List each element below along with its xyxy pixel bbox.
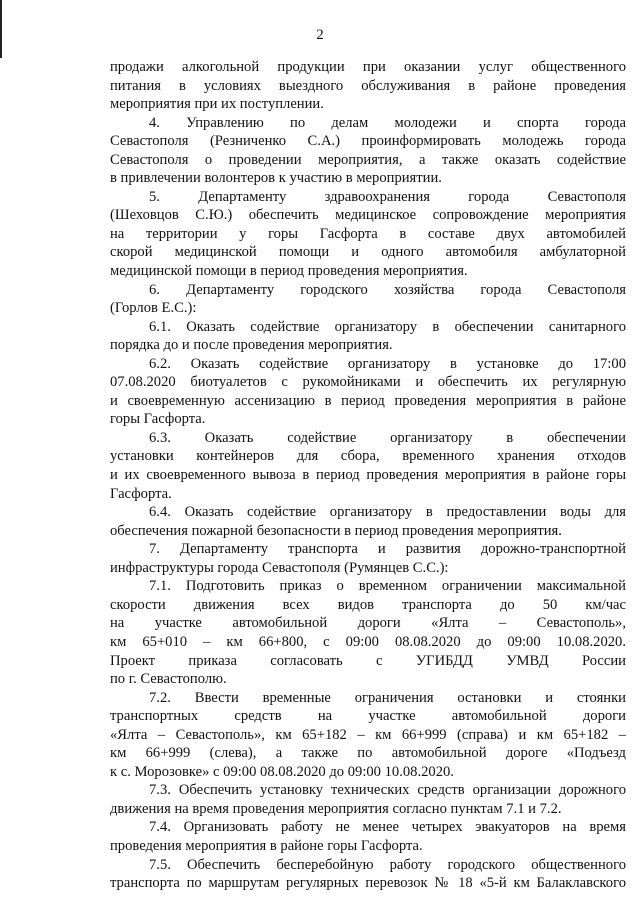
text-line: транспорта по маршрутам регулярных перевозок № 18 «5-й км Балаклавского [110, 875, 626, 892]
text-line: км 65+010 – км 66+800, с 09:00 08.08.2020 до 09:00 10.08.2020. [110, 633, 626, 650]
text-line: 6.1. Оказать содействие организатору в обеспечении санитарного [149, 318, 626, 335]
text-line: питания в условиях выездного обслуживания в районе проведения [110, 77, 626, 94]
text-line: по г. Севастополю. [110, 671, 227, 688]
text-line: горы Гасфорта. [110, 411, 206, 428]
text-line: движения на время проведения мероприятия согласно пунктам 7.1 и 7.2. [110, 800, 562, 817]
text-line: 7.1. Подготовить приказ о временном ограничении максимальной [149, 578, 626, 595]
text-line: установки контейнеров для сбора, временного хранения отходов [110, 448, 626, 465]
text-line: мероприятия при их поступлении. [110, 96, 324, 113]
text-line: 4. Управлению по делам молодежи и спорта города [149, 114, 626, 131]
text-line: обеспечения пожарной безопасности в период проведения мероприятия. [110, 522, 562, 539]
text-line: в привлечении волонтеров к участию в мероприятии. [110, 170, 442, 187]
text-line: 07.08.2020 биотуалетов с рукомойниками и обеспечить их регулярную [110, 374, 626, 391]
page-number: 2 [316, 27, 324, 43]
text-line: транспортных средств на участке автомобильной дороги [110, 708, 626, 725]
text-line: 7. Департаменту транспорта и развития дорожно-транспортной [149, 541, 626, 558]
text-line: проведения мероприятия в районе горы Гасфорта. [110, 837, 423, 854]
text-line: «Ялта – Севастополь», км 65+182 – км 66+999 (справа) и км 65+182 – [110, 726, 626, 743]
text-line: продажи алкогольной продукции при оказании услуг общественного [110, 59, 626, 75]
text-line: 7.3. Обеспечить установку технических средств организации дорожного [149, 782, 626, 799]
text-line: и своевременную ассенизацию в период проведения мероприятия в районе [110, 392, 626, 409]
text-line: инфраструктуры города Севастополя (Румянцев С.С.): [110, 559, 449, 576]
text-line: к с. Морозовке» с 09:00 08.08.2020 до 09:00 10.08.2020. [110, 763, 454, 780]
text-line: 7.2. Ввести временные ограничения остановки и стоянки [149, 689, 626, 706]
text-line: 6.4. Оказать содействие организатору в предоставлении воды для [149, 504, 626, 521]
text-line: (Горлов Е.С.): [110, 300, 197, 317]
text-line: км 66+999 (слева), а также по автомобильной дороге «Подъезд [110, 745, 626, 762]
text-line: 7.4. Организовать работу не менее четырех эвакуаторов на время [149, 819, 626, 836]
text-line: 6.2. Оказать содействие организатору в установке до 17:00 [149, 355, 626, 372]
text-line: Севастополя о проведении мероприятия, а также оказать содействие [110, 151, 626, 168]
text-line: 5. Департаменту здравоохранения города Севастополя [149, 188, 626, 205]
text-line: на участке автомобильной дороги «Ялта – Севастополь», [110, 615, 626, 632]
text-line: скорой медицинской помощи и одного автомобиля амбулаторной [110, 244, 626, 261]
text-line: Проект приказа согласовать с УГИБДД УМВД России [110, 652, 626, 669]
document-body [110, 58, 626, 893]
text-line: порядка до и после проведения мероприятия. [110, 337, 393, 354]
text-line: скорости движения всех видов транспорта до 50 км/час [110, 596, 626, 613]
text-line: и их своевременного вывоза в период проведения мероприятия в районе горы [110, 467, 626, 484]
text-line: медицинской помощи в период проведения мероприятия. [110, 263, 468, 280]
text-line: Гасфорта. [110, 485, 172, 502]
text-line: (Шеховцов С.Ю.) обеспечить медицинское сопровождение мероприятия [110, 207, 626, 224]
text-line: 6. Департаменту городского хозяйства города Севастополя [149, 281, 626, 298]
text-line: Севастополя (Резниченко С.А.) проинформировать молодежь города [110, 133, 626, 150]
text-line: на территории у горы Гасфорта в составе двух автомобилей [110, 225, 626, 242]
text-line: 6.3. Оказать содействие организатору в обеспечении [149, 429, 626, 446]
text-line: 7.5. Обеспечить бесперебойную работу городского общественного [149, 856, 626, 873]
